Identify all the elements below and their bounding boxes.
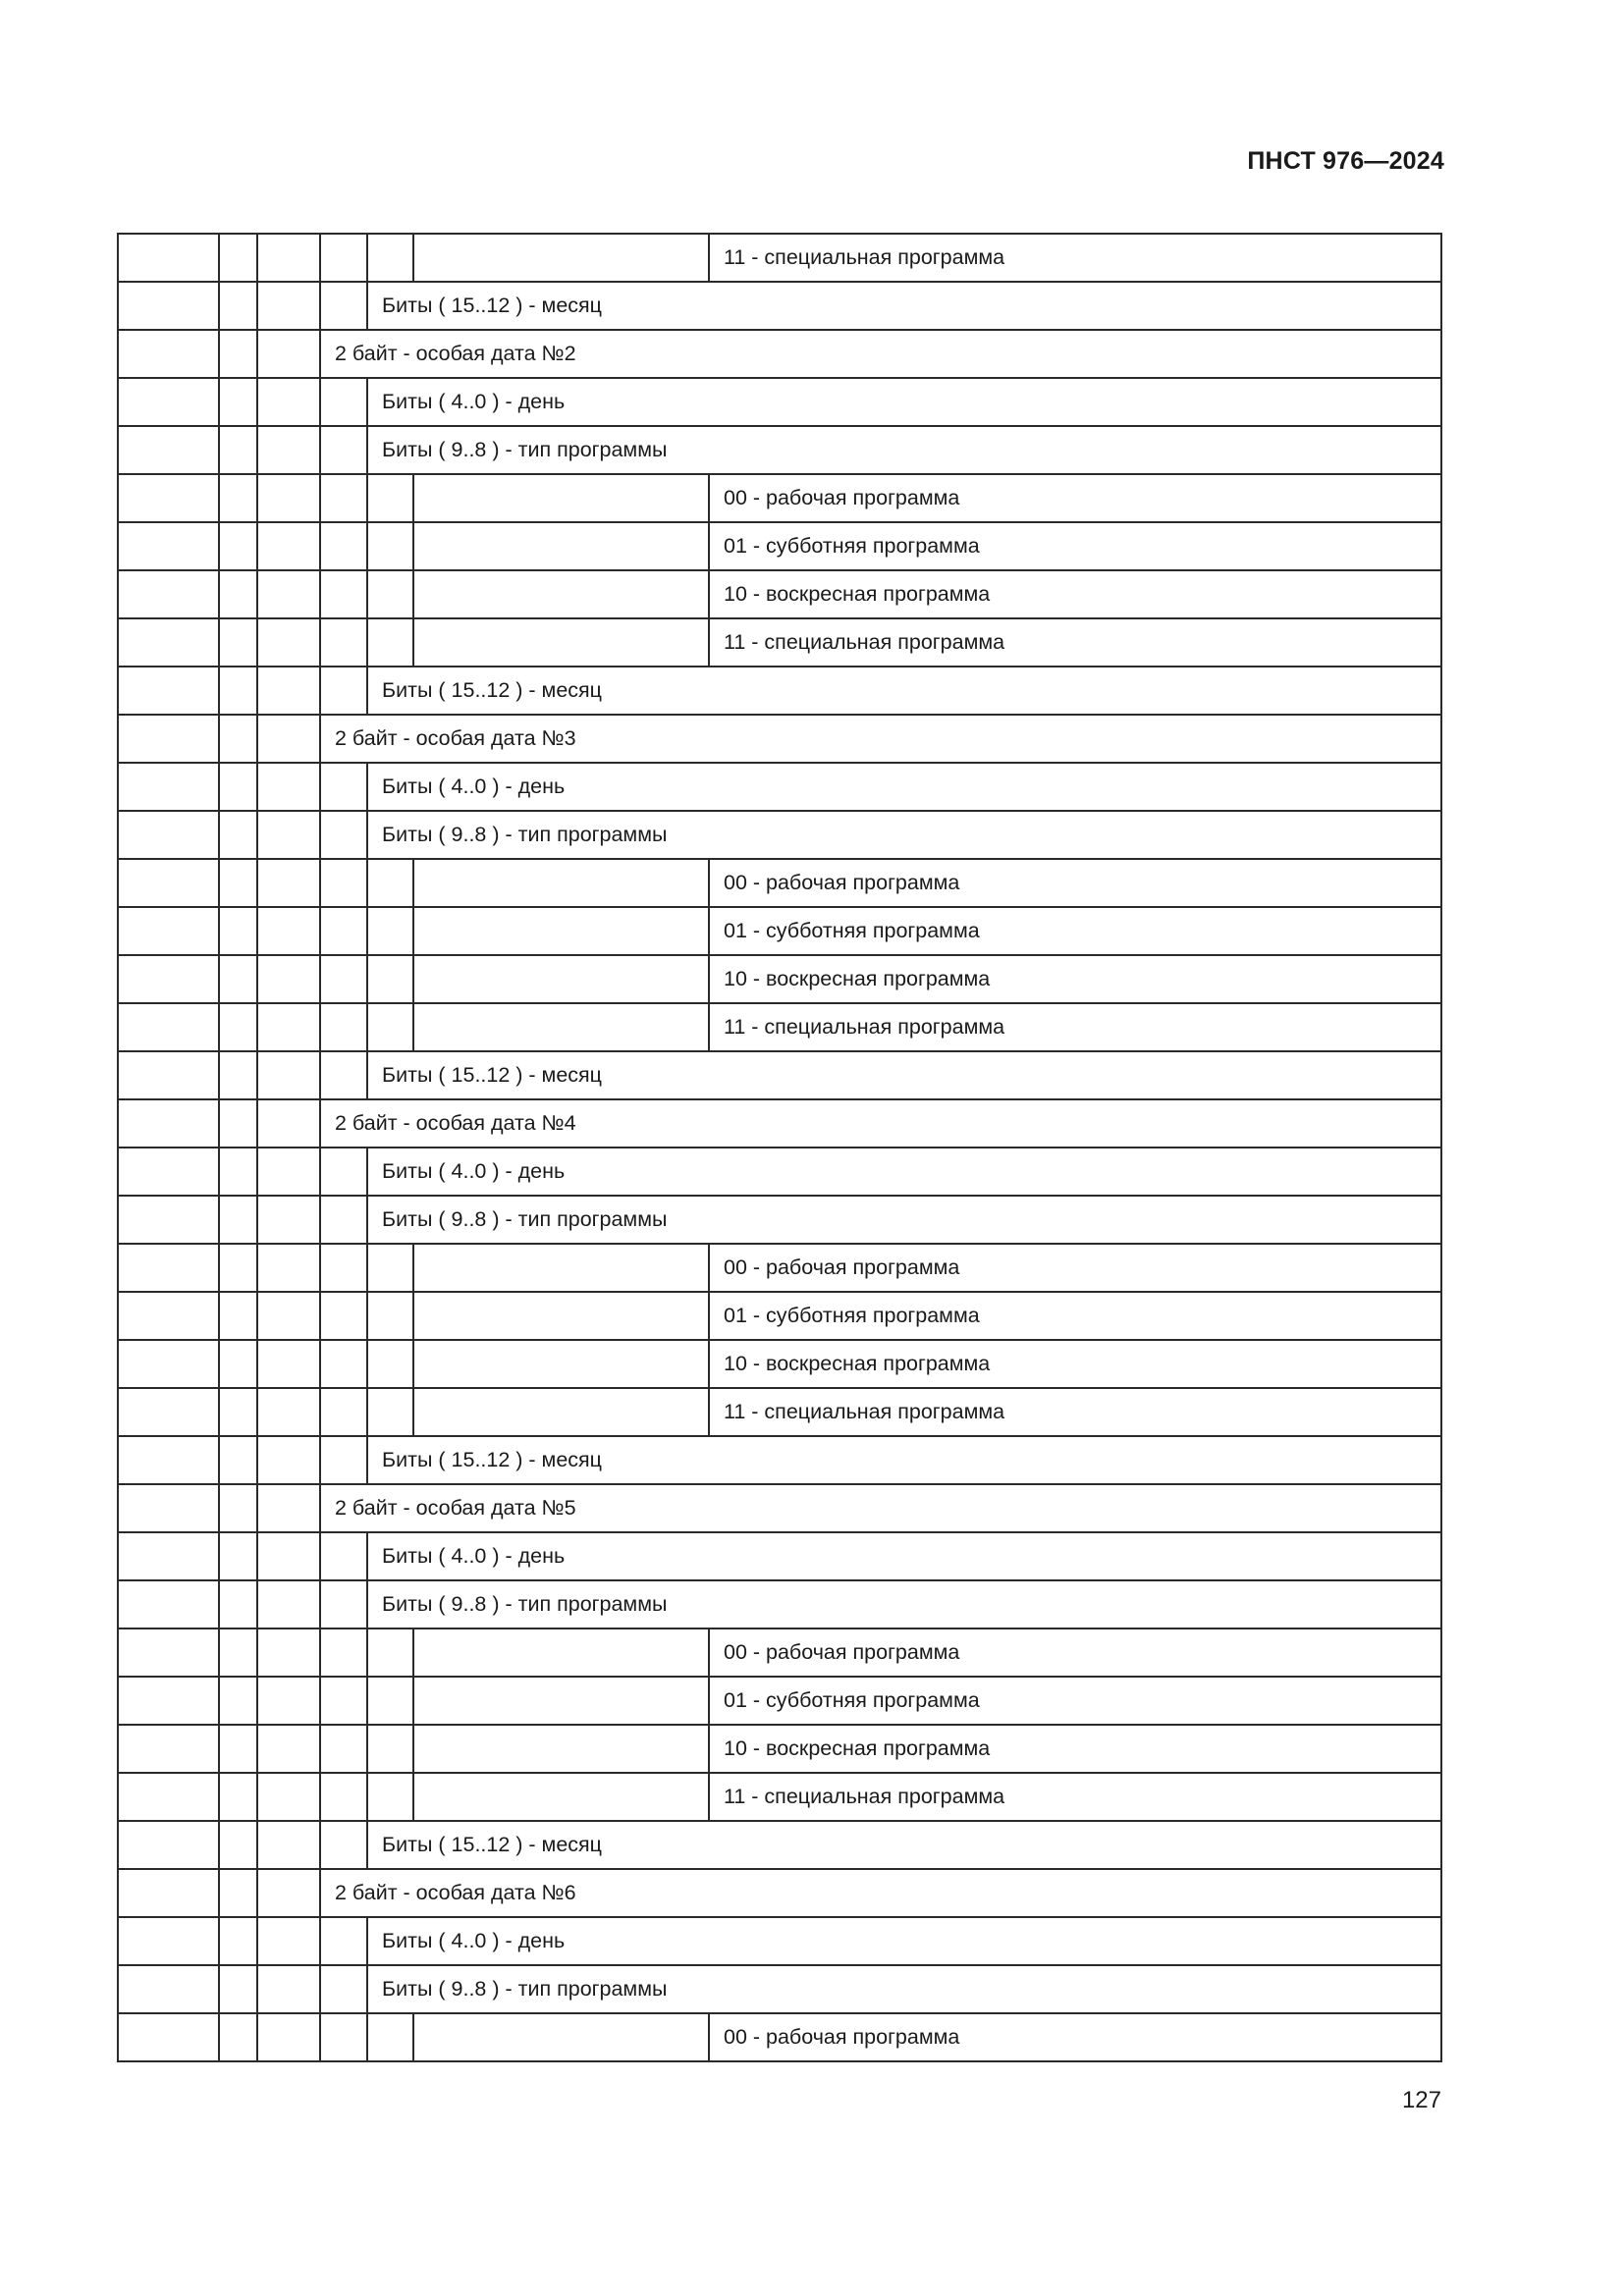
empty-cell <box>257 1677 320 1725</box>
empty-cell <box>219 330 257 378</box>
table-row <box>118 1484 1441 1532</box>
empty-cell <box>257 1725 320 1773</box>
empty-cell <box>118 1917 219 1965</box>
empty-cell <box>257 1821 320 1869</box>
byte-cell: 2 байт - особая дата №4 <box>320 1099 1441 1148</box>
value-cell: 01 - субботняя программа <box>709 907 1441 955</box>
table-row <box>118 618 1441 667</box>
empty-cell <box>257 234 320 282</box>
table-row <box>118 1821 1441 1869</box>
empty-cell <box>257 378 320 426</box>
table-row <box>118 1725 1441 1773</box>
document-code: ПНСТ 976—2024 <box>1247 147 1444 175</box>
empty-cell <box>118 667 219 715</box>
table-row <box>118 1148 1441 1196</box>
empty-cell <box>257 1629 320 1677</box>
bit-range-cell: Биты ( 4..0 ) - день <box>367 378 1441 426</box>
empty-cell <box>219 811 257 859</box>
empty-cell <box>219 522 257 570</box>
value-cell: 01 - субботняя программа <box>709 1677 1441 1725</box>
value-cell: 11 - специальная программа <box>709 1388 1441 1436</box>
empty-cell <box>219 1917 257 1965</box>
empty-cell <box>219 1051 257 1099</box>
empty-cell <box>367 234 413 282</box>
empty-cell <box>413 1244 709 1292</box>
value-cell: 11 - специальная программа <box>709 1003 1441 1051</box>
byte-cell: 2 байт - особая дата №2 <box>320 330 1441 378</box>
value-cell: 00 - рабочая программа <box>709 1244 1441 1292</box>
empty-cell <box>320 1917 367 1965</box>
empty-cell <box>257 1773 320 1821</box>
value-cell: 00 - рабочая программа <box>709 2013 1441 2061</box>
empty-cell <box>367 2013 413 2061</box>
empty-cell <box>257 282 320 330</box>
table-row <box>118 570 1441 618</box>
empty-cell <box>219 763 257 811</box>
empty-cell <box>413 1773 709 1821</box>
table-row <box>118 1244 1441 1292</box>
empty-cell <box>413 474 709 522</box>
empty-cell <box>320 1677 367 1725</box>
empty-cell <box>219 426 257 474</box>
table-row <box>118 1051 1441 1099</box>
empty-cell <box>413 1292 709 1340</box>
empty-cell <box>118 859 219 907</box>
empty-cell <box>320 474 367 522</box>
empty-cell <box>118 1821 219 1869</box>
empty-cell <box>118 811 219 859</box>
bit-range-cell: Биты ( 4..0 ) - день <box>367 763 1441 811</box>
empty-cell <box>219 1821 257 1869</box>
empty-cell <box>219 282 257 330</box>
value-cell: 10 - воскресная программа <box>709 1725 1441 1773</box>
table-row <box>118 1292 1441 1340</box>
table-row <box>118 1340 1441 1388</box>
empty-cell <box>320 1965 367 2013</box>
empty-cell <box>413 1388 709 1436</box>
empty-cell <box>320 1629 367 1677</box>
empty-cell <box>413 955 709 1003</box>
empty-cell <box>219 1532 257 1580</box>
empty-cell <box>257 667 320 715</box>
table-row <box>118 811 1441 859</box>
empty-cell <box>320 859 367 907</box>
empty-cell <box>320 282 367 330</box>
empty-cell <box>118 1388 219 1436</box>
empty-cell <box>367 618 413 667</box>
table-row <box>118 282 1441 330</box>
empty-cell <box>367 1292 413 1340</box>
empty-cell <box>257 1388 320 1436</box>
empty-cell <box>118 1773 219 1821</box>
empty-cell <box>367 522 413 570</box>
bit-range-cell: Биты ( 9..8 ) - тип программы <box>367 1580 1441 1629</box>
bit-range-cell: Биты ( 9..8 ) - тип программы <box>367 811 1441 859</box>
empty-cell <box>219 1244 257 1292</box>
empty-cell <box>257 1484 320 1532</box>
empty-cell <box>320 570 367 618</box>
empty-cell <box>219 474 257 522</box>
empty-cell <box>219 1629 257 1677</box>
empty-cell <box>118 955 219 1003</box>
empty-cell <box>413 1340 709 1388</box>
empty-cell <box>367 1340 413 1388</box>
empty-cell <box>219 1580 257 1629</box>
empty-cell <box>367 1773 413 1821</box>
bit-range-cell: Биты ( 15..12 ) - месяц <box>367 667 1441 715</box>
empty-cell <box>219 1965 257 2013</box>
table-row <box>118 1196 1441 1244</box>
empty-cell <box>118 1725 219 1773</box>
empty-cell <box>118 234 219 282</box>
empty-cell <box>118 1292 219 1340</box>
empty-cell <box>367 1629 413 1677</box>
empty-cell <box>320 1580 367 1629</box>
empty-cell <box>320 811 367 859</box>
empty-cell <box>257 1532 320 1580</box>
value-cell: 10 - воскресная программа <box>709 1340 1441 1388</box>
empty-cell <box>320 907 367 955</box>
table-row <box>118 1388 1441 1436</box>
empty-cell <box>118 570 219 618</box>
empty-cell <box>118 522 219 570</box>
empty-cell <box>118 1196 219 1244</box>
value-cell: 00 - рабочая программа <box>709 474 1441 522</box>
empty-cell <box>118 1484 219 1532</box>
table-row <box>118 1869 1441 1917</box>
empty-cell <box>257 618 320 667</box>
empty-cell <box>257 426 320 474</box>
empty-cell <box>320 955 367 1003</box>
empty-cell <box>118 715 219 763</box>
value-cell: 11 - специальная программа <box>709 618 1441 667</box>
table-row <box>118 1532 1441 1580</box>
empty-cell <box>219 2013 257 2061</box>
value-cell: 11 - специальная программа <box>709 1773 1441 1821</box>
empty-cell <box>219 1725 257 1773</box>
empty-cell <box>257 2013 320 2061</box>
empty-cell <box>118 1965 219 2013</box>
table-row <box>118 955 1441 1003</box>
empty-cell <box>219 1388 257 1436</box>
empty-cell <box>257 715 320 763</box>
empty-cell <box>413 1677 709 1725</box>
empty-cell <box>118 1869 219 1917</box>
empty-cell <box>219 1340 257 1388</box>
empty-cell <box>320 763 367 811</box>
empty-cell <box>320 1003 367 1051</box>
byte-cell: 2 байт - особая дата №6 <box>320 1869 1441 1917</box>
empty-cell <box>118 1099 219 1148</box>
table-row <box>118 1629 1441 1677</box>
empty-cell <box>219 1773 257 1821</box>
bit-range-cell: Биты ( 9..8 ) - тип программы <box>367 1965 1441 2013</box>
table-row <box>118 859 1441 907</box>
table-row <box>118 2013 1441 2061</box>
empty-cell <box>413 2013 709 2061</box>
table-row <box>118 1099 1441 1148</box>
empty-cell <box>219 1196 257 1244</box>
empty-cell <box>257 570 320 618</box>
empty-cell <box>219 955 257 1003</box>
empty-cell <box>257 1436 320 1484</box>
empty-cell <box>413 907 709 955</box>
empty-cell <box>257 907 320 955</box>
table-row <box>118 330 1441 378</box>
value-cell: 10 - воскресная программа <box>709 570 1441 618</box>
empty-cell <box>320 1244 367 1292</box>
empty-cell <box>219 1292 257 1340</box>
empty-cell <box>257 330 320 378</box>
table-row <box>118 1003 1441 1051</box>
empty-cell <box>413 522 709 570</box>
value-cell: 01 - субботняя программа <box>709 522 1441 570</box>
empty-cell <box>320 1051 367 1099</box>
empty-cell <box>219 618 257 667</box>
empty-cell <box>257 859 320 907</box>
empty-cell <box>367 1003 413 1051</box>
empty-cell <box>257 1340 320 1388</box>
empty-cell <box>367 570 413 618</box>
empty-cell <box>118 618 219 667</box>
empty-cell <box>320 1436 367 1484</box>
empty-cell <box>118 1003 219 1051</box>
empty-cell <box>118 282 219 330</box>
empty-cell <box>413 570 709 618</box>
empty-cell <box>219 234 257 282</box>
empty-cell <box>118 330 219 378</box>
empty-cell <box>118 1436 219 1484</box>
empty-cell <box>219 1003 257 1051</box>
empty-cell <box>367 1677 413 1725</box>
empty-cell <box>367 859 413 907</box>
empty-cell <box>257 1869 320 1917</box>
empty-cell <box>320 522 367 570</box>
table-row <box>118 667 1441 715</box>
value-cell: 10 - воскресная программа <box>709 955 1441 1003</box>
value-cell: 00 - рабочая программа <box>709 859 1441 907</box>
bit-range-cell: Биты ( 4..0 ) - день <box>367 1148 1441 1196</box>
bit-range-cell: Биты ( 4..0 ) - день <box>367 1917 1441 1965</box>
table-row <box>118 234 1441 282</box>
empty-cell <box>257 1196 320 1244</box>
empty-cell <box>413 1629 709 1677</box>
table-row <box>118 763 1441 811</box>
empty-cell <box>320 378 367 426</box>
byte-cell: 2 байт - особая дата №5 <box>320 1484 1441 1532</box>
bit-range-cell: Биты ( 4..0 ) - день <box>367 1532 1441 1580</box>
byte-cell: 2 байт - особая дата №3 <box>320 715 1441 763</box>
empty-cell <box>257 1917 320 1965</box>
table-row <box>118 1917 1441 1965</box>
empty-cell <box>320 234 367 282</box>
empty-cell <box>257 1292 320 1340</box>
empty-cell <box>320 1196 367 1244</box>
table-row <box>118 1580 1441 1629</box>
page-number: 127 <box>1401 2087 1441 2113</box>
empty-cell <box>219 378 257 426</box>
empty-cell <box>118 1629 219 1677</box>
empty-cell <box>219 1677 257 1725</box>
table-row <box>118 474 1441 522</box>
empty-cell <box>118 1244 219 1292</box>
value-cell: 00 - рабочая программа <box>709 1629 1441 1677</box>
empty-cell <box>257 1003 320 1051</box>
empty-cell <box>320 1148 367 1196</box>
empty-cell <box>257 763 320 811</box>
empty-cell <box>257 522 320 570</box>
table-row <box>118 1773 1441 1821</box>
empty-cell <box>413 234 709 282</box>
empty-cell <box>219 1869 257 1917</box>
empty-cell <box>367 1388 413 1436</box>
bit-range-cell: Биты ( 15..12 ) - месяц <box>367 282 1441 330</box>
empty-cell <box>219 907 257 955</box>
table-row <box>118 907 1441 955</box>
empty-cell <box>118 1532 219 1580</box>
table-row <box>118 715 1441 763</box>
empty-cell <box>413 1003 709 1051</box>
empty-cell <box>219 570 257 618</box>
empty-cell <box>118 1677 219 1725</box>
table-row <box>118 1965 1441 2013</box>
empty-cell <box>118 907 219 955</box>
empty-cell <box>367 1725 413 1773</box>
empty-cell <box>118 1051 219 1099</box>
empty-cell <box>413 1725 709 1773</box>
table-row <box>118 522 1441 570</box>
empty-cell <box>219 667 257 715</box>
empty-cell <box>320 1725 367 1773</box>
table-row <box>118 1677 1441 1725</box>
empty-cell <box>413 618 709 667</box>
empty-cell <box>257 1051 320 1099</box>
empty-cell <box>118 426 219 474</box>
empty-cell <box>118 2013 219 2061</box>
bit-range-cell: Биты ( 15..12 ) - месяц <box>367 1821 1441 1869</box>
empty-cell <box>219 1099 257 1148</box>
empty-cell <box>219 1484 257 1532</box>
empty-cell <box>257 811 320 859</box>
bit-range-cell: Биты ( 9..8 ) - тип программы <box>367 426 1441 474</box>
value-cell: 11 - специальная программа <box>709 234 1441 282</box>
table-row <box>118 378 1441 426</box>
empty-cell <box>367 474 413 522</box>
empty-cell <box>219 1436 257 1484</box>
empty-cell <box>320 1532 367 1580</box>
empty-cell <box>413 859 709 907</box>
bit-range-cell: Биты ( 9..8 ) - тип программы <box>367 1196 1441 1244</box>
empty-cell <box>257 1148 320 1196</box>
empty-cell <box>320 1388 367 1436</box>
empty-cell <box>320 426 367 474</box>
empty-cell <box>320 1340 367 1388</box>
empty-cell <box>118 1580 219 1629</box>
empty-cell <box>219 1148 257 1196</box>
bit-range-cell: Биты ( 15..12 ) - месяц <box>367 1051 1441 1099</box>
empty-cell <box>320 1292 367 1340</box>
empty-cell <box>118 474 219 522</box>
table-row <box>118 1436 1441 1484</box>
empty-cell <box>367 955 413 1003</box>
empty-cell <box>320 667 367 715</box>
empty-cell <box>320 1821 367 1869</box>
empty-cell <box>118 1148 219 1196</box>
table-row <box>118 426 1441 474</box>
empty-cell <box>320 2013 367 2061</box>
empty-cell <box>118 1340 219 1388</box>
empty-cell <box>257 474 320 522</box>
empty-cell <box>320 1773 367 1821</box>
empty-cell <box>320 618 367 667</box>
empty-cell <box>367 907 413 955</box>
empty-cell <box>219 859 257 907</box>
empty-cell <box>257 1099 320 1148</box>
empty-cell <box>118 763 219 811</box>
bit-field-table <box>117 233 1442 2062</box>
bit-range-cell: Биты ( 15..12 ) - месяц <box>367 1436 1441 1484</box>
empty-cell <box>219 715 257 763</box>
empty-cell <box>257 1965 320 2013</box>
empty-cell <box>367 1244 413 1292</box>
empty-cell <box>257 955 320 1003</box>
empty-cell <box>257 1244 320 1292</box>
empty-cell <box>118 378 219 426</box>
empty-cell <box>257 1580 320 1629</box>
value-cell: 01 - субботняя программа <box>709 1292 1441 1340</box>
